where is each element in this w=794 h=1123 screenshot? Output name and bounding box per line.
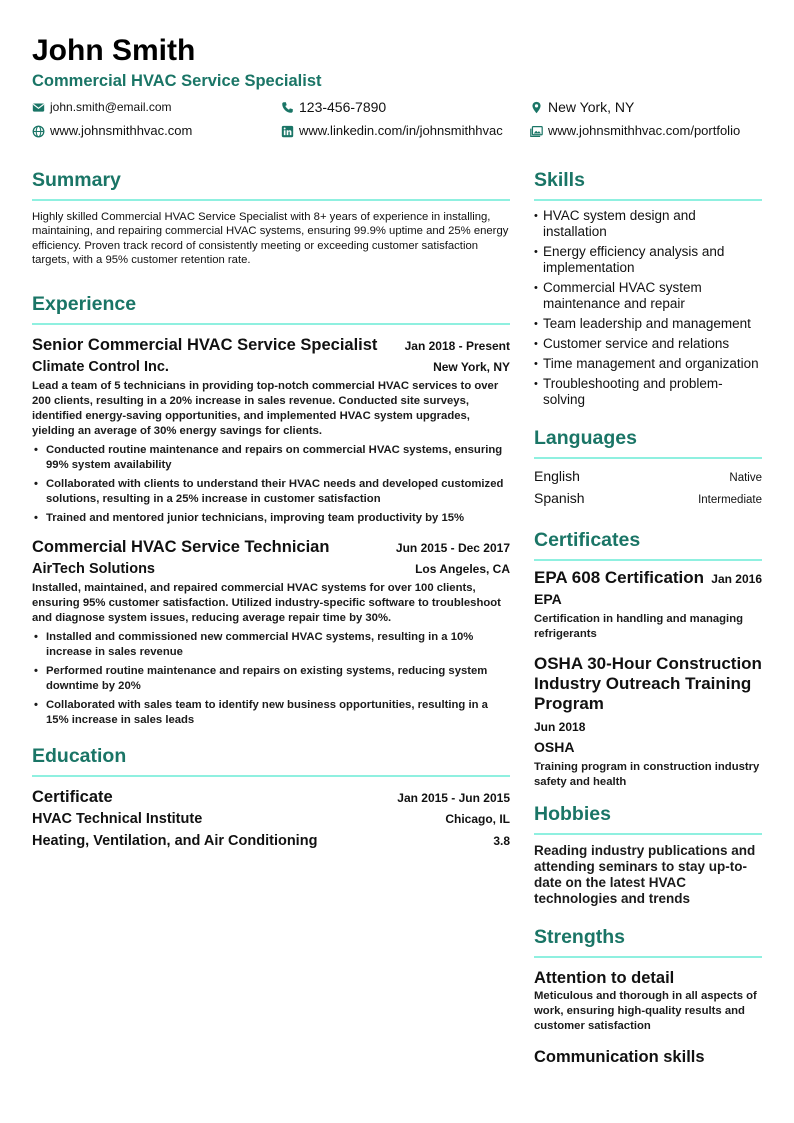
skill-item: • Team leadership and management (534, 316, 762, 332)
job-description: Lead a team of 5 technicians in providing top-notch commercial HVAC services to over 200 clients, resulting in a 20% increase in sales revenue. Conducted site surveys, identified energy-saving opportunities, and implemented HVAC system upgrades, yielding an average of 30% energy savings for clients. (32, 379, 499, 437)
experience-section (32, 292, 510, 728)
certificate-issuer: EPA (534, 591, 562, 607)
certificate-description: Certification in handling and managing refrigerants (534, 613, 743, 640)
languages-heading: Languages (534, 426, 762, 459)
contact-email[interactable] (32, 98, 281, 116)
strength-title: Attention to detail (534, 969, 675, 987)
job-bullet: • Conducted routine maintenance and repairs on commercial HVAC systems, ensuring 99% system availability (32, 443, 510, 473)
resume-columns (32, 168, 762, 1068)
job-date: Jan 2018 - Present (404, 338, 510, 353)
strengths-section (534, 925, 762, 1068)
job-entry (32, 536, 510, 728)
experience-heading: Experience (32, 292, 510, 325)
skill-item: • Time management and organization (534, 356, 762, 372)
certificate-title: EPA 608 Certification (534, 568, 705, 587)
education-location: Chicago, IL (445, 811, 510, 826)
linkedin-icon (281, 125, 294, 138)
skill-item: • Commercial HVAC system maintenance and repair (534, 280, 762, 312)
contact-location (530, 98, 770, 116)
education-section (32, 744, 510, 852)
language-level: Intermediate (698, 494, 762, 506)
summary-heading: Summary (32, 168, 510, 201)
hobbies-section (534, 802, 762, 907)
hobbies-text: Reading industry publications and attending seminars to stay up-to-date on the latest HVAC technologies and trends (534, 843, 756, 906)
job-date: Jun 2015 - Dec 2017 (395, 540, 510, 555)
summary-text: Highly skilled Commercial HVAC Service Specialist with 8+ years of experience in installing, maintaining, and repairing commercial HVAC systems, ensuring 99.9% uptime and 25% energy efficiency. Proven track record of consistently meeting or exceeding customer satisfaction targets, with a 95% customer retention rate. (32, 211, 509, 267)
strength-entry (534, 1046, 762, 1068)
certificates-heading: Certificates (534, 528, 762, 561)
language-row (534, 466, 762, 488)
strength-description: Meticulous and thorough in all aspects of work, ensuring high-quality results and customer satisfaction (534, 990, 757, 1032)
contact-linkedin-text: www.linkedin.com/in/johnsmithhvac (299, 123, 503, 138)
certificates-list (534, 568, 762, 790)
certificate-issuer: OSHA (534, 739, 575, 755)
map-pin-icon (530, 101, 543, 114)
job-bullets (32, 630, 510, 728)
language-level: Native (729, 472, 762, 484)
strength-entry (534, 967, 762, 1034)
job-description: Installed, maintained, and repaired commercial HVAC systems for over 100 clients, ensuring 95% customer satisfaction. Utilized industry-specific software to troubleshoot and diagnose system issues, reducing average repair time by 30%. (32, 581, 501, 624)
job-bullet: • Performed routine maintenance and repairs on existing systems, reducing system downtime by 20% (32, 664, 510, 694)
skills-list (534, 208, 762, 408)
skill-item: • Troubleshooting and problem-solving (534, 376, 762, 408)
job-company: AirTech Solutions (32, 560, 155, 577)
certificate-title: OSHA 30-Hour Construction Industry Outreach Training Program (534, 654, 762, 713)
skills-heading: Skills (534, 168, 762, 201)
job-bullet: • Trained and mentored junior technicians, improving team productivity by 15% (32, 511, 510, 526)
language-row (534, 488, 762, 510)
job-title: Commercial HVAC Service Technician (32, 537, 330, 556)
certificate-description: Training program in construction industry safety and health (534, 761, 760, 788)
globe-icon (32, 125, 45, 138)
candidate-role: Commercial HVAC Service Specialist (32, 72, 322, 90)
skill-item: • HVAC system design and installation (534, 208, 762, 240)
job-bullet: • Collaborated with sales team to identify new business opportunities, resulting in a 15% increase in sales leads (32, 698, 510, 728)
candidate-name: John Smith (32, 34, 196, 67)
contact-website-text: www.johnsmithhvac.com (50, 123, 193, 138)
phone-icon (281, 101, 294, 114)
job-bullets (32, 443, 510, 526)
education-school: HVAC Technical Institute (32, 810, 203, 827)
language-name: English (534, 468, 580, 484)
right-column (534, 168, 762, 1068)
certificate-date: Jan 2016 (711, 572, 762, 586)
education-gpa: 3.8 (493, 833, 510, 848)
job-bullet: • Installed and commissioned new commercial HVAC systems, resulting in a 10% increase in sales revenue (32, 630, 510, 660)
contact-phone-text: 123-456-7890 (299, 99, 387, 115)
education-degree: Certificate (32, 787, 113, 806)
job-company: Climate Control Inc. (32, 358, 169, 375)
job-entry (32, 334, 510, 526)
education-date: Jan 2015 - Jun 2015 (397, 790, 510, 805)
contact-grid (32, 98, 762, 140)
contact-linkedin[interactable] (281, 122, 530, 140)
contact-phone[interactable] (281, 98, 530, 116)
summary-section (32, 168, 510, 268)
contact-portfolio-text: www.johnsmithhvac.com/portfolio (548, 123, 741, 138)
contact-email-text: john.smith@email.com (50, 100, 172, 114)
certificate-entry (534, 654, 762, 790)
skill-item: • Energy efficiency analysis and implementation (534, 244, 762, 276)
envelope-icon (32, 101, 45, 114)
skill-item: • Customer service and relations (534, 336, 762, 352)
contact-portfolio[interactable] (530, 122, 770, 140)
education-heading: Education (32, 744, 510, 777)
language-name: Spanish (534, 490, 585, 506)
certificate-entry (534, 568, 762, 642)
certificate-date: Jun 2018 (534, 720, 586, 734)
education-field: Heating, Ventilation, and Air Conditioning (32, 832, 318, 849)
languages-list (534, 466, 762, 510)
job-bullet: • Collaborated with clients to understand their HVAC needs and developed customized solutions, resulting in a 25% increase in customer satisfaction (32, 477, 510, 507)
skills-section (534, 168, 762, 408)
strength-title: Communication skills (534, 1048, 705, 1066)
job-location: New York, NY (433, 359, 510, 374)
strengths-heading: Strengths (534, 925, 762, 958)
left-column (32, 168, 510, 1068)
job-title: Senior Commercial HVAC Service Specialist (32, 335, 378, 354)
contact-location-text: New York, NY (548, 99, 635, 115)
hobbies-heading: Hobbies (534, 802, 762, 835)
languages-section (534, 426, 762, 510)
resume-header (32, 34, 762, 92)
job-location: Los Angeles, CA (415, 561, 510, 576)
image-gallery-icon (530, 125, 543, 138)
certificates-section (534, 528, 762, 790)
contact-website[interactable] (32, 122, 281, 140)
